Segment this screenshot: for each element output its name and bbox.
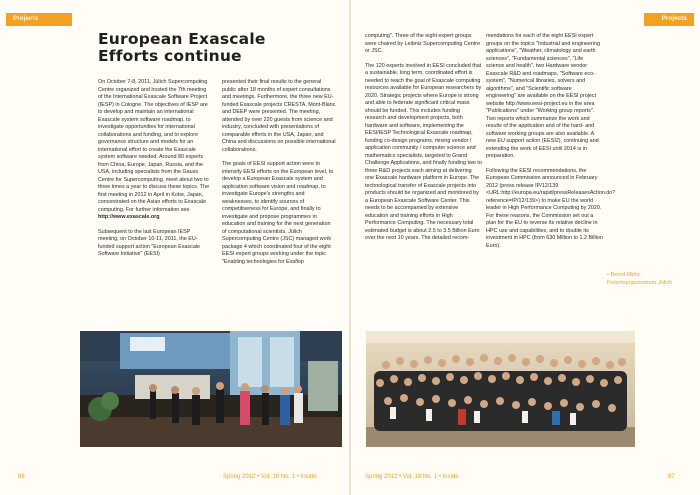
- left-column-1: [98, 79, 212, 266]
- author-credit: [607, 272, 687, 287]
- conference-hall-photo: [80, 331, 342, 447]
- running-footer-right: Spring 2012 • Vol. 10 No. 1 • Inside: [365, 474, 459, 480]
- paragraph: Subsequent to the last European IESP meeting, on October 10-11, 2011, the EU-funded support action "European Exascale Software Initiative" (EESI): [98, 228, 201, 257]
- paragraph-text: On October 7-8, 2011, Jülich Supercomputing Centre organized and hosted the 7th meeting of the International Exascale Software Project (IESP) in Cologne. The objectives of IESP are to develop and maintain an international Exascale system software roadmap, to investigate opportunities for international collaborations and funding, and to explore governance structure and models for an international effort to create the Exascale system software needed. Around 80 experts from China, Europe, Japan, Russia, and the USA, including specialists from the Gauss Centre for Supercomputing, meet about two to three times a year to discuss these topics. The first meeting in 2012 in April in Kobe, Japan, concentrated on the Asian efforts to Exascale computing. For further information see: [98, 79, 210, 213]
- left-page: [0, 0, 349, 495]
- right-page: [351, 0, 700, 495]
- page-number-right: 87: [668, 474, 675, 480]
- paragraph: computing". Three of the eight expert groups were chaired by Leibniz Supercomputing Centre or JSC.: [365, 33, 481, 54]
- right-column-1: [365, 33, 482, 250]
- exascale-link[interactable]: http://www.exascale.org: [98, 214, 160, 220]
- right-column-2: [486, 33, 616, 257]
- page-number-left: 86: [18, 474, 25, 480]
- left-column-2: [222, 79, 336, 273]
- section-tab-left: Projects: [6, 13, 72, 26]
- paragraph: The 120 experts involved in EESI concluded that a sustainable, long term, coordinated effort is needed to reach the goal of Exascale computing resources available for European researchers by 2020. Strategic projects where Europe is strong and able to federate significant critical mass should be funded. This includes funding research and development projects, both hardware and software, implementing the EESI/IESP Technological Exascale roadmap, funding co-design programs, mixing vendor / application community / computer science and mathematics specialists, targeted to Grand Challenge Applications, and finally funding two to three R&D projects each aiming at delivering one Exascale hardware platform in Europe. The technological transfer of Exascale projects into products should be organized and monitored by a European Exascale Software Center. This needs to be accompanied by extensive education and training efforts in High Performance Computing. The necessary total estimated budget is about 2.5 to 3.5 Billion Euro over the next 10 years. The detailed recom-: [365, 62, 482, 241]
- author-affiliation: Forschungszentrum Jülich: [607, 279, 673, 286]
- article-title: European Exascale Efforts continue: [98, 30, 266, 65]
- paragraph: [98, 79, 212, 222]
- paragraph: The goals of EESI support action were to intensify EESI efforts on the European level, to develop a European Exascale system and application software vision and roadmap, to investigate Europe's strengths and weaknesses, to identify sources of competitiveness for Europe, and finally to investigate and propose programmes in education and training for the next generation of computational scientists. Jülich Supercomputing Centre (JSC) managed work package 4 which coordinated four of the eight EESI expert groups working under the topic "Enabling technologies for Exaflop: [222, 161, 334, 265]
- section-tab-right: Projects: [644, 13, 694, 26]
- paragraph: mendations for each of the eight EESI expert groups on the topics "Industrial and engineering applications", "Weather, climatology and earth sciences", "Fundamental sciences", "Life science and health", two Hardware vendor Exascale R&D and roadmaps, "Software eco-system", "Numerical libraries, solvers and algorithms", and "Scientific software engineering" are available on the EESI project website http://www.eesi-project.eu in the area "Publications" under "Working group reports". Two reports which summarize the work and results of the application and of the hard- and software working groups are also available. A new EU support action (EESI2), continuing and extending the work of EESI until 2014 is in preparation.: [486, 33, 600, 159]
- group-photo: [366, 331, 635, 447]
- running-footer-left: Spring 2012 • Vol. 10 No. 1 • Inside: [223, 474, 317, 480]
- paragraph: presented their final results to the general public after 18 months of expert consultations and meetings. Furthermore, the three new EU-funded Exascale projects CRESTA, Mont-Blanc and DEEP were presented. The meeting, attended by over 220 guests from science and industry, concluded with presentations of comparable efforts in the USA, Japan, and China and discussions on possible international collaborations.: [222, 79, 336, 153]
- author-name: • Bernd Mohr: [607, 272, 687, 280]
- paragraph: Following the EESI recommendations, the European Commission announced in February 2012 (press release IP/12/139 <URL:http://europa.eu/rapid/pressReleasesAction.do?reference=IP/12/139>) to make EU the world leader in High Performance Computing by 2020. For these reasons, the Commission set out a plan for the EU to reverse its relative decline in HPC use and capabilities, and to double its investment in HPC (from 630 Million to 1.2 Billion Euro).: [486, 167, 616, 249]
